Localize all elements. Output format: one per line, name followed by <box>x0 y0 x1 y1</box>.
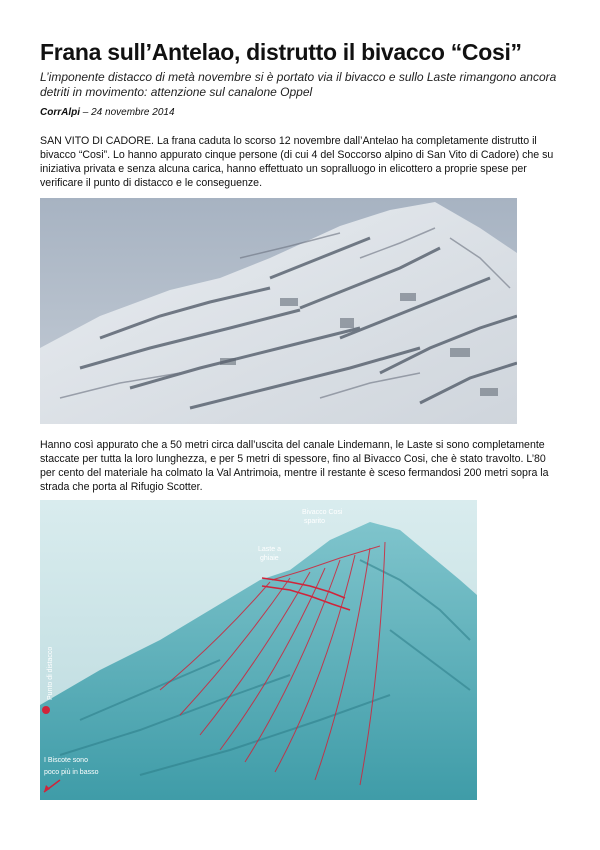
annotation-biscote-line1: I Biscote sono <box>44 757 88 764</box>
marker-dot <box>42 706 50 714</box>
paragraph-2: Hanno così appurato che a 50 metri circa dall’uscita del canale Lindemann, le Laste si sono completamente staccate per tutta la loro lunghezza, e per 5 metri di spessore, fino al Bivacco Cosi, che è stato travolto. L’80 per cento del materiale ha colmato la Val Antrimoia, mentre il restante è sceso fermandosi 200 metri sopra la strada che porta al Rifugio Scotter. <box>40 439 549 493</box>
annotation-bivacco-line2: sparito <box>304 518 326 525</box>
annotation-bivacco-line1: Bivacco Cosi <box>302 509 343 516</box>
photo-landslide-annotated <box>40 500 477 800</box>
article-title: Frana sull’Antelao, distrutto il bivacco “Cosi” <box>40 39 522 65</box>
photo-landslide-annotated-image <box>40 500 477 800</box>
annotation-vertical: Punto di distacco <box>47 646 54 700</box>
byline-separator: – <box>82 107 92 118</box>
annotation-biscote-line2: poco più in basso <box>44 769 99 776</box>
annotation-laste-line1: Laste a <box>258 546 281 553</box>
byline-source: CorrAlpi <box>40 107 80 118</box>
annotation-laste-line2: ghiaie <box>260 555 279 562</box>
photo-antelao-snow <box>40 198 517 424</box>
byline-date: 24 novembre 2014 <box>91 107 175 118</box>
paragraph-1: SAN VITO DI CADORE. La frana caduta lo scorso 12 novembre dall’Antelao ha completamente distrutto il bivacco “Cosi”. Lo hanno appurato cinque persone (di cui 4 del Soccorso alpino di San Vito di Cadore) che su iniziativa privata e senza alcuna carica, hanno effettuato un sopralluogo in elicottero a proprie spese per verificare il punto di distacco e le conseguenze. <box>40 135 554 189</box>
article-subtitle: L’imponente distacco di metà novembre si è portato via il bivacco e sullo Laste rimangono ancora detriti in movimento: attenzione sul canalone Oppel <box>40 70 557 99</box>
byline <box>40 107 175 118</box>
photo-antelao-snow-image <box>40 198 517 424</box>
